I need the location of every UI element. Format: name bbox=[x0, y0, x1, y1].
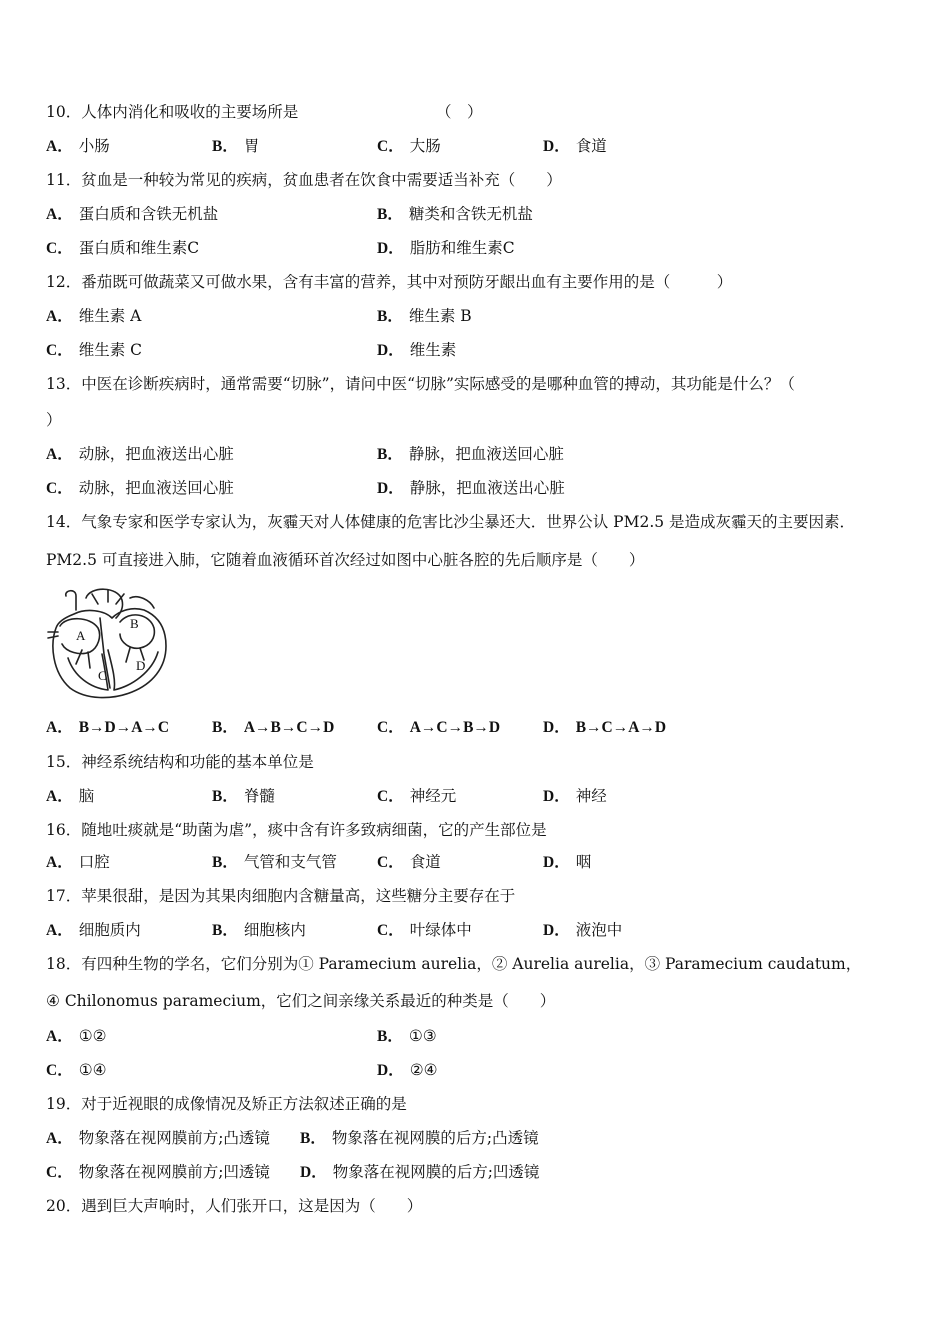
option-key: C． bbox=[46, 240, 73, 257]
chamber-label-d: D bbox=[136, 658, 146, 673]
option-text: 细胞质内 bbox=[78, 921, 141, 939]
option-key: A． bbox=[46, 138, 73, 155]
option-text: 神经元 bbox=[409, 787, 457, 805]
q15-stem: 15．神经系统结构和功能的基本单位是 bbox=[46, 753, 314, 771]
q10-option-b bbox=[212, 136, 259, 157]
q12-option-c bbox=[46, 340, 142, 361]
q12-option-b bbox=[377, 306, 472, 327]
option-text: 神经 bbox=[575, 787, 607, 805]
q18-stem: 18．有四种生物的学名，它们分别为① Paramecium aurelia，② Aurelia aurelia，③ Paramecium caudatum， bbox=[46, 955, 862, 973]
option-key: D． bbox=[543, 922, 570, 939]
option-key: B． bbox=[377, 206, 403, 223]
q18-option-a bbox=[46, 1026, 107, 1047]
option-key: D． bbox=[377, 240, 404, 257]
option-key: C． bbox=[377, 854, 404, 871]
option-key: D． bbox=[377, 342, 404, 359]
q16-stem: 16．随地吐痰就是“助菌为虐”，痰中含有许多致病细菌，它的产生部位是 bbox=[46, 821, 547, 839]
option-key: A． bbox=[46, 719, 73, 736]
option-text: 液泡中 bbox=[575, 921, 623, 939]
inferior-vessels bbox=[48, 632, 58, 638]
option-text: 维生素 bbox=[409, 341, 457, 359]
pulmonary-artery bbox=[130, 597, 154, 608]
option-key: B． bbox=[300, 1130, 326, 1147]
option-text: 胃 bbox=[243, 137, 260, 155]
q14-option-c bbox=[377, 718, 500, 738]
option-text: B→C→A→D bbox=[575, 719, 667, 736]
q18-stem-continued: ④ Chilonomus paramecium，它们之间亲缘关系最近的种类是（ ） bbox=[46, 992, 556, 1010]
q12-stem: 12．番茄既可做蔬菜又可做水果，含有丰富的营养，其中对预防牙龈出血有主要作用的是（ ） bbox=[46, 273, 733, 291]
q20-stem: 20．遇到巨大声响时，人们张开口，这是因为（ ） bbox=[46, 1197, 423, 1215]
option-key: D． bbox=[300, 1164, 327, 1181]
option-key: B． bbox=[212, 719, 238, 736]
q13-stem: 13．中医在诊断疾病时，通常需要“切脉”，请问中医“切脉”实际感受的是哪种血管的搏动，其功能是什么？（ bbox=[46, 375, 795, 393]
q12-option-a bbox=[46, 306, 141, 327]
option-key: A． bbox=[46, 1028, 73, 1045]
q17-stem: 17．苹果很甜，是因为其果肉细胞内含糖量高，这些糖分主要存在于 bbox=[46, 887, 516, 905]
option-key: B． bbox=[212, 854, 238, 871]
q19-option-b bbox=[300, 1128, 539, 1149]
option-text: 维生素 B bbox=[408, 307, 472, 325]
q18-option-c bbox=[46, 1060, 107, 1081]
option-key: D． bbox=[543, 719, 570, 736]
option-key: D． bbox=[377, 1062, 404, 1079]
q15-option-d bbox=[543, 786, 607, 807]
q17-option-a bbox=[46, 920, 141, 941]
option-key: D． bbox=[543, 854, 570, 871]
q11-stem: 11．贫血是一种较为常见的疾病，贫血患者在饮食中需要适当补充（ ） bbox=[46, 171, 562, 189]
option-key: C． bbox=[46, 480, 73, 497]
option-key: A． bbox=[46, 1130, 73, 1147]
q11-option-d bbox=[377, 238, 515, 259]
superior-vena-cava bbox=[66, 591, 76, 610]
option-text: 维生素 C bbox=[78, 341, 142, 359]
option-text: 蛋白质和维生素C bbox=[78, 239, 200, 257]
option-key: B． bbox=[212, 788, 238, 805]
option-key: A． bbox=[46, 206, 73, 223]
q17-option-c bbox=[377, 920, 472, 941]
option-text: 气管和支气管 bbox=[243, 853, 337, 871]
option-text: 食道 bbox=[575, 137, 607, 155]
option-text: 脊髓 bbox=[243, 787, 275, 805]
option-text: 大肠 bbox=[409, 137, 441, 155]
option-text: 脂肪和维生素C bbox=[409, 239, 515, 257]
option-key: B． bbox=[377, 308, 403, 325]
chamber-label-b: B bbox=[130, 616, 139, 631]
option-key: A． bbox=[46, 788, 73, 805]
option-key: C． bbox=[377, 788, 404, 805]
q15-option-a bbox=[46, 786, 94, 807]
option-text: 动脉，把血液送回心脏 bbox=[78, 479, 234, 497]
option-text: ①④ bbox=[78, 1061, 107, 1079]
q14-option-d bbox=[543, 718, 666, 738]
chamber-label-c: C bbox=[98, 668, 107, 683]
q13-option-a bbox=[46, 444, 234, 465]
option-text: 静脉，把血液送出心脏 bbox=[409, 479, 565, 497]
option-text: 动脉，把血液送出心脏 bbox=[78, 445, 234, 463]
option-key: C． bbox=[46, 1062, 73, 1079]
option-key: B． bbox=[377, 446, 403, 463]
q16-option-a bbox=[46, 852, 110, 873]
chamber-label-a: A bbox=[76, 628, 86, 643]
option-key: B． bbox=[212, 138, 238, 155]
q12-option-d bbox=[377, 340, 456, 361]
option-text: ②④ bbox=[409, 1061, 438, 1079]
option-text: 叶绿体中 bbox=[409, 921, 472, 939]
option-text: 口腔 bbox=[78, 853, 110, 871]
option-text: A→C→B→D bbox=[409, 719, 501, 736]
q10-option-d bbox=[543, 136, 607, 157]
q13-option-c bbox=[46, 478, 234, 499]
option-text: 糖类和含铁无机盐 bbox=[408, 205, 533, 223]
option-key: D． bbox=[377, 480, 404, 497]
q14-option-a bbox=[46, 718, 169, 738]
option-text: 物象落在视网膜前方;凹透镜 bbox=[78, 1163, 270, 1181]
option-key: A． bbox=[46, 922, 73, 939]
q14-stem-continued: PM2.5 可直接进入肺，它随着血液循环首次经过如图中心脏各腔的先后顺序是（ ） bbox=[46, 551, 645, 569]
option-key: B． bbox=[212, 922, 238, 939]
option-text: 物象落在视网膜的后方;凸透镜 bbox=[331, 1129, 539, 1147]
q10-option-c bbox=[377, 136, 441, 157]
q15-option-b bbox=[212, 786, 275, 807]
q17-option-d bbox=[543, 920, 622, 941]
q13-option-d bbox=[377, 478, 565, 499]
q19-stem: 19．对于近视眼的成像情况及矫正方法叙述正确的是 bbox=[46, 1095, 407, 1113]
option-key: C． bbox=[46, 342, 73, 359]
q10-paren: （ ） bbox=[436, 103, 483, 121]
option-key: C． bbox=[377, 138, 404, 155]
q14-option-b bbox=[212, 718, 334, 738]
q18-option-d bbox=[377, 1060, 438, 1081]
option-text: 脑 bbox=[78, 787, 95, 805]
q19-option-c bbox=[46, 1162, 270, 1183]
q14-stem: 14．气象专家和医学专家认为，灰霾天对人体健康的危害比沙尘暴还大．世界公认 PM2.5 是造成灰霾天的主要因素． bbox=[46, 513, 856, 531]
option-text: 静脉，把血液送回心脏 bbox=[408, 445, 564, 463]
q16-option-b bbox=[212, 852, 337, 873]
q10-option-a bbox=[46, 136, 110, 157]
option-text: 小肠 bbox=[78, 137, 110, 155]
arch-branches bbox=[92, 590, 124, 604]
option-key: B． bbox=[377, 1028, 403, 1045]
option-text: 物象落在视网膜的后方;凹透镜 bbox=[332, 1163, 540, 1181]
q19-option-a bbox=[46, 1128, 270, 1149]
option-key: D． bbox=[543, 788, 570, 805]
option-text: 细胞核内 bbox=[243, 921, 306, 939]
left-ventricle bbox=[108, 650, 158, 690]
q16-option-d bbox=[543, 852, 591, 873]
option-text: B→D→A→C bbox=[78, 719, 170, 736]
option-text: A→B→C→D bbox=[243, 719, 335, 736]
heart-diagram bbox=[46, 588, 172, 702]
q11-option-b bbox=[377, 204, 533, 225]
q19-option-d bbox=[300, 1162, 539, 1183]
q11-option-a bbox=[46, 204, 218, 225]
q13-option-b bbox=[377, 444, 564, 465]
option-text: ①③ bbox=[408, 1027, 437, 1045]
q13-stem-continued: ） bbox=[46, 411, 62, 429]
option-key: A． bbox=[46, 446, 73, 463]
option-text: ①② bbox=[78, 1027, 107, 1045]
option-key: D． bbox=[543, 138, 570, 155]
option-text: 食道 bbox=[409, 853, 441, 871]
option-key: A． bbox=[46, 308, 73, 325]
q18-option-b bbox=[377, 1026, 437, 1047]
option-text: 维生素 A bbox=[78, 307, 142, 325]
option-text: 咽 bbox=[575, 853, 592, 871]
option-text: 蛋白质和含铁无机盐 bbox=[78, 205, 219, 223]
q17-option-b bbox=[212, 920, 306, 941]
option-key: C． bbox=[46, 1164, 73, 1181]
q15-option-c bbox=[377, 786, 456, 807]
option-key: C． bbox=[377, 719, 404, 736]
q16-option-c bbox=[377, 852, 441, 873]
q10-stem: 10．人体内消化和吸收的主要场所是 bbox=[46, 103, 299, 121]
option-key: C． bbox=[377, 922, 404, 939]
q11-option-c bbox=[46, 238, 199, 259]
option-key: A． bbox=[46, 854, 73, 871]
option-text: 物象落在视网膜前方;凸透镜 bbox=[78, 1129, 270, 1147]
